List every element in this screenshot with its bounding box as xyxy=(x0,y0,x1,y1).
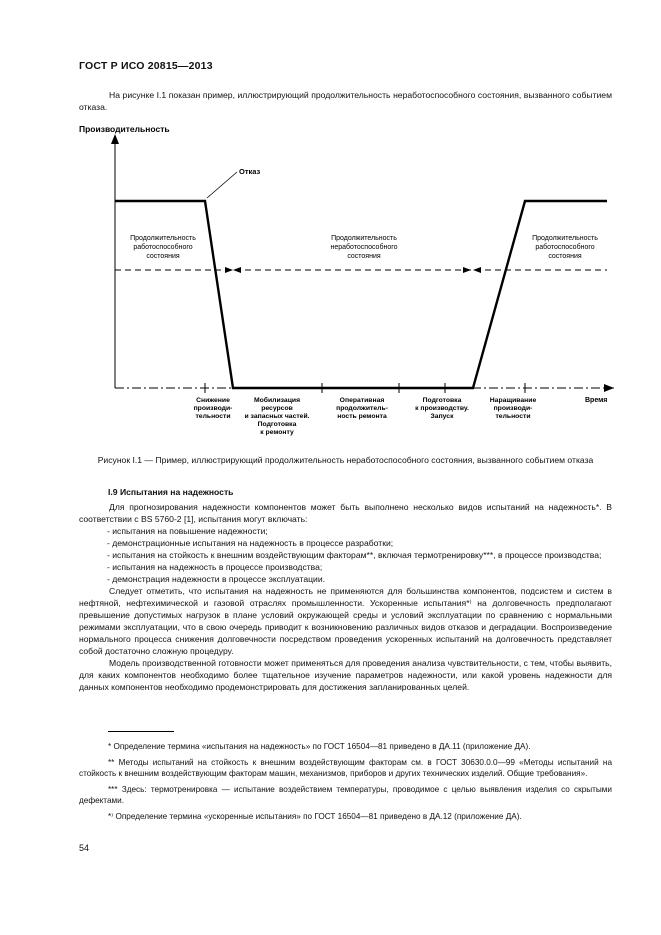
bullet-item: - демонстрационные испытания на надежность в процессе разработки; xyxy=(107,538,394,548)
intro-paragraph: На рисунке I.1 показан пример, иллюстрирующий продолжительность неработоспособного состояния, вызванного событием отказа. xyxy=(79,90,612,112)
svg-text:состояния: состояния xyxy=(347,253,381,260)
period-left-label xyxy=(130,235,196,260)
section-heading: I.9 Испытания на надежность xyxy=(108,487,234,497)
page-number: 54 xyxy=(79,843,90,853)
period-middle-label xyxy=(330,235,397,260)
svg-text:работоспособного: работоспособного xyxy=(133,244,193,251)
bullet-item: - испытания на стойкость к внешним воздействующим факторам**, включая термотренировку***, в процессе производства; xyxy=(107,550,602,560)
svg-text:Оперативная: Оперативная xyxy=(339,397,385,404)
svg-text:состояния: состояния xyxy=(548,253,582,260)
footnote-rule xyxy=(108,731,174,732)
body-paragraph-1: Для прогнозирования надежности компонентов может быть выполнено несколько видов испытаний на надежность*. В соответствии с BS 5760-2 [1], испытания могут включать: xyxy=(79,502,612,524)
svg-text:Запуск: Запуск xyxy=(430,413,454,420)
svg-text:Продолжительность: Продолжительность xyxy=(532,235,598,242)
failure-leader-line xyxy=(207,172,237,198)
x-axis-label: Время xyxy=(585,397,608,404)
period-arrow-3 xyxy=(463,267,471,273)
svg-text:Снижение: Снижение xyxy=(196,397,230,404)
period-arrow-4 xyxy=(473,267,481,273)
availability-diagram xyxy=(79,118,619,448)
body-paragraph-3: Модель производственной готовности может применяться для проведения анализа чувствительности, с тем, чтобы выявить, для каких компонентов необходимо более тщательное изучение параметров надежности, или какой уровень надежности для данных компонентов необходимо продемонстрировать для достижения запланированных целей. xyxy=(79,658,612,692)
svg-text:ность ремонта: ность ремонта xyxy=(337,413,387,420)
figure-caption: Рисунок I.1 — Пример, иллюстрирующий продолжительность неработоспособного состояния, вызванного событием отказа xyxy=(97,455,594,465)
y-axis-label: Производительность xyxy=(79,124,170,134)
footnote-3: *** Здесь: термотренировка — испытание воздействием температуры, проводимое с целью выявления изделия со скрытыми дефектами. xyxy=(79,784,612,805)
footnote-2: ** Методы испытаний на стойкость к внешним воздействующим факторам см. в ГОСТ 30630.0.0—99 «Методы испытаний на стойкость к внешним воздействующим факторам машин, механизмов, приборов и других технических изделий. Общие требования». xyxy=(79,757,612,778)
stage-label-mobilization xyxy=(244,396,309,436)
svg-text:Продолжительность: Продолжительность xyxy=(130,235,196,242)
svg-text:ресурсов: ресурсов xyxy=(261,405,293,412)
svg-text:Продолжительность: Продолжительность xyxy=(331,235,397,242)
svg-text:производи-: производи- xyxy=(493,405,533,412)
document-id-header: ГОСТ Р ИСО 20815—2013 xyxy=(79,60,213,72)
bullet-item: - испытания на повышение надежности; xyxy=(107,526,268,536)
svg-text:производи-: производи- xyxy=(193,405,233,412)
svg-text:тельности: тельности xyxy=(495,413,531,420)
footnote-1: * Определение термина «испытания на надежность» по ГОСТ 16504—81 приведено в ДА.11 (приложение ДА). xyxy=(108,742,531,751)
bullet-item: - испытания на надежность в процессе производства; xyxy=(107,562,323,572)
period-arrow-2 xyxy=(233,267,241,273)
svg-text:и запасных частей.: и запасных частей. xyxy=(244,413,310,420)
stage-label-repair xyxy=(336,397,388,420)
failure-label: Отказ xyxy=(239,167,261,176)
svg-text:состояния: состояния xyxy=(146,253,180,260)
bullet-item: - демонстрация надежности в процессе эксплуатации. xyxy=(107,574,326,584)
x-axis-arrow xyxy=(604,384,614,392)
body-paragraph-2: Следует отметить, что испытания на надежность не применяются для большинства компонентов, подсистем и систем в нефтяной, нефтехимической и газовой отраслях промышленности. Ускоренные испытания*⁾ на долговечность предполагают превышение допустимых нагрузок в плане условий окружающей среды и условий эксплуатации по сравнению с нормальными режимами эксплуатации, что в свою очередь приводит к возникновению различных видов отказов и деградации. Воспроизведение нормального процесса снижения долговечности посредством проведения ускоренных испытаний на долговечность представляет собой достаточно сложную процедуру. xyxy=(79,586,612,656)
section-body xyxy=(79,501,612,693)
stage-label-ramp-up xyxy=(490,397,537,420)
svg-text:тельности: тельности xyxy=(195,413,231,420)
svg-text:Подготовка: Подготовка xyxy=(257,421,297,428)
production-curve xyxy=(115,201,607,388)
period-arrow-1 xyxy=(225,267,233,273)
svg-text:Подготовка: Подготовка xyxy=(422,397,462,404)
stage-label-reduction xyxy=(194,397,233,420)
svg-text:неработоспособного: неработоспособного xyxy=(330,244,398,251)
svg-text:Наращивание: Наращивание xyxy=(489,397,537,404)
stage-label-startup xyxy=(415,397,469,420)
y-axis-arrow xyxy=(111,134,119,144)
svg-text:к производству.: к производству. xyxy=(415,405,469,412)
svg-text:работоспособного: работоспособного xyxy=(535,244,595,251)
period-right-label xyxy=(532,235,598,260)
figure-i1 xyxy=(79,118,619,448)
footnote-4: *⁾ Определение термина «ускоренные испытания» по ГОСТ 16504—81 приведено в ДА.12 (приложение ДА). xyxy=(108,811,522,821)
svg-text:Мобилизация: Мобилизация xyxy=(253,397,301,404)
footnotes xyxy=(79,731,612,827)
svg-text:к ремонту: к ремонту xyxy=(260,429,294,436)
svg-text:продолжитель-: продолжитель- xyxy=(336,405,388,412)
